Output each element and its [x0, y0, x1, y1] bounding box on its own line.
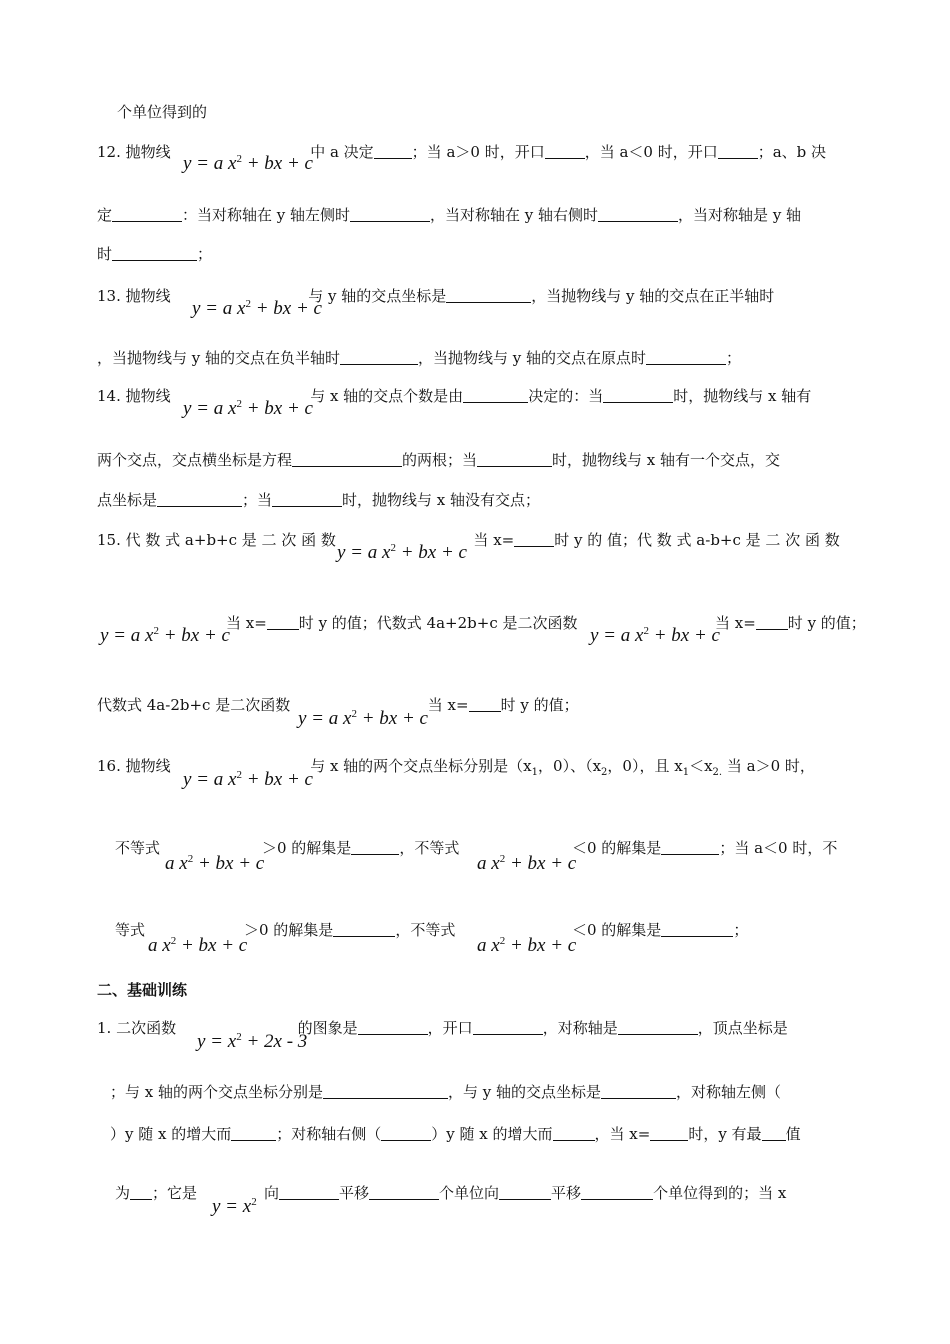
text: 当 x= — [226, 614, 267, 632]
text: 时 — [97, 245, 113, 263]
answer-blank[interactable] — [514, 531, 554, 547]
text: 代数式 4a-2b+c 是二次函数 — [97, 696, 291, 714]
formula: a $x^2$ + bx + c — [165, 853, 265, 874]
answer-blank[interactable] — [267, 614, 299, 630]
answer-blank[interactable] — [618, 1019, 698, 1035]
answer-blank[interactable] — [351, 839, 399, 855]
text: ，与 y 轴的交点坐标是 — [448, 1083, 602, 1101]
text: ，当抛物线与 y 轴的交点在负半轴时 — [97, 349, 341, 367]
answer-blank[interactable] — [545, 143, 585, 159]
formula: a $x^2$ + bx + c — [477, 935, 577, 956]
subscript: 1 — [682, 767, 690, 778]
formula: y = a $x^2$ + bx + c — [183, 769, 313, 790]
basic-1-line-4a — [115, 1183, 197, 1203]
formula: $y = x^2$ — [212, 1196, 257, 1217]
answer-blank[interactable] — [272, 491, 342, 507]
answer-blank[interactable] — [463, 387, 528, 403]
text: ；a、b 决 — [757, 143, 827, 161]
text: ，0），且 x — [607, 757, 683, 775]
answer-blank[interactable] — [756, 614, 788, 630]
formula: y = a $x^2$ + bx + c — [192, 298, 322, 319]
text: 与 x 轴的交点个数是由 — [310, 387, 464, 405]
question-16-line-3c — [572, 920, 748, 940]
text: ＜0 的解集是 — [572, 839, 662, 857]
text: 向 — [264, 1184, 280, 1202]
text: ；与 x 轴的两个交点坐标分别是 — [110, 1083, 323, 1101]
answer-blank[interactable] — [323, 1083, 448, 1099]
text: 16. 抛物线 — [97, 757, 171, 775]
text: ）y 随 x 的增大而 — [431, 1125, 553, 1143]
basic-1-line-3 — [110, 1124, 801, 1144]
answer-blank[interactable] — [374, 143, 412, 159]
text: 12. 抛物线 — [97, 143, 171, 161]
question-16-line-3b — [244, 920, 455, 940]
answer-blank[interactable] — [112, 245, 197, 261]
question-12-line-3 — [97, 244, 212, 264]
text: ；当 a＜0 时，不 — [719, 839, 838, 857]
formula: y = a $x^2$ + bx + c — [100, 625, 230, 646]
answer-blank[interactable] — [650, 1125, 688, 1141]
text: 平移 — [339, 1184, 370, 1202]
answer-blank[interactable] — [469, 696, 501, 712]
text: 时 y 的值； — [787, 614, 866, 632]
text: ； — [197, 245, 213, 263]
formula: y = a $x^2$ + bx + c — [183, 398, 313, 419]
answer-blank[interactable] — [446, 287, 531, 303]
text: 为 — [115, 1184, 131, 1202]
text: ，当抛物线与 y 轴的交点在正半轴时 — [531, 287, 775, 305]
answer-blank[interactable] — [553, 1125, 595, 1141]
text: 决定的：当 — [528, 387, 604, 405]
formula: y = a $x^2$ + bx + c — [183, 153, 313, 174]
text: 个单位得到的；当 x — [653, 1184, 787, 1202]
text: 14. 抛物线 — [97, 387, 171, 405]
subscript: 2 — [601, 767, 608, 778]
question-16-line-2c — [572, 838, 837, 858]
text: ； — [726, 349, 742, 367]
text: 的两根；当 — [402, 451, 478, 469]
text: 与 y 轴的交点坐标是 — [308, 287, 447, 305]
text: ；它是 — [152, 1184, 198, 1202]
text: 与 x 轴的两个交点坐标分别是（x — [310, 757, 532, 775]
formula: $y = x^2 + 2x - 3$ — [197, 1031, 308, 1052]
text: ＜x — [689, 757, 713, 775]
section-heading: 二、基础训练 — [97, 981, 188, 999]
answer-blank[interactable] — [473, 1019, 543, 1035]
answer-blank[interactable] — [477, 451, 552, 467]
formula: a $x^2$ + bx + c — [148, 935, 248, 956]
question-13-line-2 — [97, 348, 741, 368]
text: ，当抛物线与 y 轴的交点在原点时 — [418, 349, 647, 367]
text: 平移 — [551, 1184, 582, 1202]
question-16-line-2a — [115, 838, 160, 858]
text: 不等式 — [115, 839, 161, 857]
answer-blank[interactable] — [661, 839, 719, 855]
text: ，当对称轴是 y 轴 — [678, 206, 802, 224]
subscript: 1 — [531, 767, 539, 778]
text: ，当对称轴在 y 轴右侧时 — [430, 206, 599, 224]
answer-blank[interactable] — [598, 206, 678, 222]
text: 15. 代 数 式 a+b+c 是 二 次 函 数 — [97, 531, 336, 549]
text-line: 个单位得到的 — [117, 103, 208, 121]
answer-blank[interactable] — [381, 1125, 431, 1141]
question-16-line-2b — [262, 838, 459, 858]
formula: y = a $x^2$ + bx + c — [298, 708, 428, 729]
text: 两个交点，交点横坐标是方程 — [97, 451, 293, 469]
answer-blank[interactable] — [350, 206, 430, 222]
text: 等式 — [115, 921, 146, 939]
answer-blank[interactable] — [581, 1184, 653, 1200]
text: 时，抛物线与 x 轴有 — [673, 387, 812, 405]
text: 值 — [785, 1125, 801, 1143]
text: ；当 — [242, 491, 273, 509]
text: ，不等式 — [395, 921, 456, 939]
text: 定 — [97, 206, 113, 224]
text: ，当 x= — [594, 1125, 651, 1143]
question-15-line-1 — [97, 530, 840, 550]
answer-blank[interactable] — [112, 206, 182, 222]
text: ，对称轴是 — [542, 1019, 618, 1037]
text: 点坐标是 — [97, 491, 158, 509]
text: 时 y 的 值；代 数 式 a-b+c 是 二 次 函 数 — [554, 531, 840, 549]
text: ，对称轴左侧（ — [676, 1083, 782, 1101]
answer-blank[interactable] — [292, 451, 402, 467]
text: 时 y 的值； — [500, 696, 579, 714]
text: ：当对称轴在 y 轴左侧时 — [182, 206, 351, 224]
answer-blank[interactable] — [157, 491, 242, 507]
answer-blank[interactable] — [646, 349, 726, 365]
answer-blank[interactable] — [358, 1019, 428, 1035]
answer-blank[interactable] — [661, 921, 733, 937]
answer-blank[interactable] — [762, 1125, 786, 1141]
text: ＜0 的解集是 — [572, 921, 662, 939]
answer-blank[interactable] — [279, 1184, 339, 1200]
text: 中 a 决定 — [310, 143, 374, 161]
text: 当 x= — [715, 614, 756, 632]
question-16-line-3a — [115, 920, 145, 940]
question-14-line-2 — [97, 450, 780, 470]
formula: y = a $x^2$ + bx + c — [337, 542, 467, 563]
basic-1-line-2 — [110, 1082, 781, 1102]
text: 时 y 的值；代数式 4a+2b+c 是二次函数 — [298, 614, 578, 632]
answer-blank[interactable] — [601, 1083, 676, 1099]
text: 当 a＞0 时， — [722, 757, 815, 775]
text: 时，抛物线与 x 轴有一个交点，交 — [552, 451, 781, 469]
text: ，0）、（x — [538, 757, 602, 775]
text: 1. 二次函数 — [97, 1019, 177, 1037]
text: ）y 随 x 的增大而 — [110, 1125, 232, 1143]
text: ，当 a＜0 时，开口 — [584, 143, 718, 161]
answer-blank[interactable] — [369, 1184, 439, 1200]
answer-blank[interactable] — [333, 921, 395, 937]
answer-blank[interactable] — [231, 1125, 276, 1141]
text: 个单位向 — [439, 1184, 500, 1202]
answer-blank[interactable] — [603, 387, 673, 403]
text: ；当 a＞0 时，开口 — [411, 143, 545, 161]
text: 13. 抛物线 — [97, 287, 171, 305]
text: 当 x= — [427, 696, 469, 714]
answer-blank[interactable] — [718, 143, 758, 159]
question-14-line-3 — [97, 490, 540, 510]
text: ；对称轴右侧（ — [276, 1125, 382, 1143]
text: 时，抛物线与 x 轴没有交点； — [342, 491, 541, 509]
text: ，顶点坐标是 — [697, 1019, 788, 1037]
text: ＞0 的解集是 — [244, 921, 334, 939]
text: ，不等式 — [399, 839, 460, 857]
text: ； — [733, 921, 749, 939]
answer-blank[interactable] — [499, 1184, 551, 1200]
answer-blank[interactable] — [340, 349, 418, 365]
text: 当 x= — [473, 531, 515, 549]
answer-blank[interactable] — [130, 1184, 152, 1200]
basic-1-line-4b — [264, 1183, 786, 1203]
text: 的图象是 — [297, 1019, 358, 1037]
subscript: 2. — [712, 767, 723, 778]
formula: y = a $x^2$ + bx + c — [590, 625, 720, 646]
question-15-line-2b — [715, 613, 866, 633]
formula: a $x^2$ + bx + c — [477, 853, 577, 874]
question-12-line-2 — [97, 205, 801, 225]
text: 时，y 有最 — [688, 1125, 762, 1143]
text: ＞0 的解集是 — [262, 839, 352, 857]
question-15-line-2 — [226, 613, 578, 633]
text: ，开口 — [427, 1019, 473, 1037]
